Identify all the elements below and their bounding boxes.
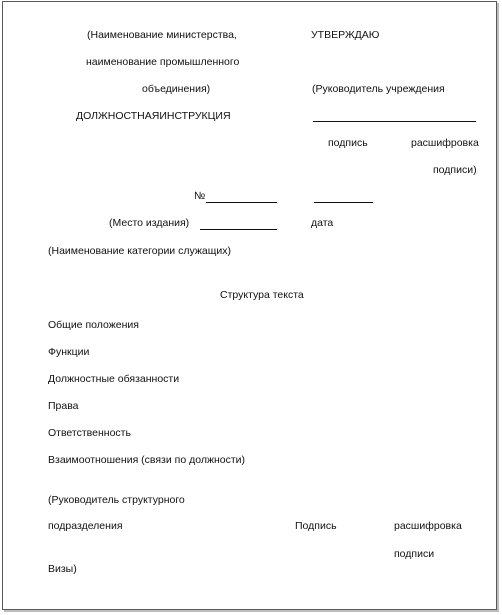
approval-decoding-label: расшифровка — [411, 137, 479, 149]
unit-head-label-line1: (Руководитель структурного — [48, 494, 185, 506]
section-responsibility: Ответственность — [48, 427, 131, 439]
ministry-name-line1: (Наименование министерства, — [87, 29, 237, 41]
employee-category-label: (Наименование категории служащих) — [48, 245, 231, 257]
unit-head-label-line2: подразделения — [48, 520, 123, 532]
date-label: дата — [311, 217, 334, 229]
unit-head-decoding-label-cont: подписи — [394, 548, 435, 560]
approval-signature-label: подпись — [328, 137, 368, 149]
place-of-issue-line — [200, 229, 277, 230]
approval-decoding-label-cont: подписи) — [433, 164, 477, 176]
institution-head-label: (Руководитель учреждения — [312, 83, 445, 95]
place-of-issue-label: (Место издания) — [109, 217, 190, 229]
structure-heading: Структура текста — [220, 289, 304, 301]
number-line — [206, 202, 277, 203]
section-general-provisions: Общие положения — [48, 319, 139, 331]
section-relationships: Взаимоотношения (связи по должности) — [48, 454, 246, 466]
section-rights: Права — [48, 400, 79, 412]
ministry-name-line3: объединения) — [142, 83, 211, 95]
ministry-name-line2: наименование промышленного — [86, 56, 240, 68]
date-line — [314, 202, 373, 203]
number-label: № — [194, 190, 206, 202]
visas-label: Визы) — [48, 563, 77, 575]
document-type-title: ДОЛЖНОСТНАЯИНСТРУКЦИЯ — [76, 110, 231, 122]
section-functions: Функции — [48, 346, 90, 358]
approve-label: УТВЕРЖДАЮ — [311, 29, 380, 41]
unit-head-decoding-label: расшифровка — [394, 520, 462, 532]
unit-head-signature-label: Подпись — [295, 520, 337, 532]
approval-signature-line — [313, 121, 476, 122]
section-duties: Должностные обязанности — [48, 373, 180, 385]
